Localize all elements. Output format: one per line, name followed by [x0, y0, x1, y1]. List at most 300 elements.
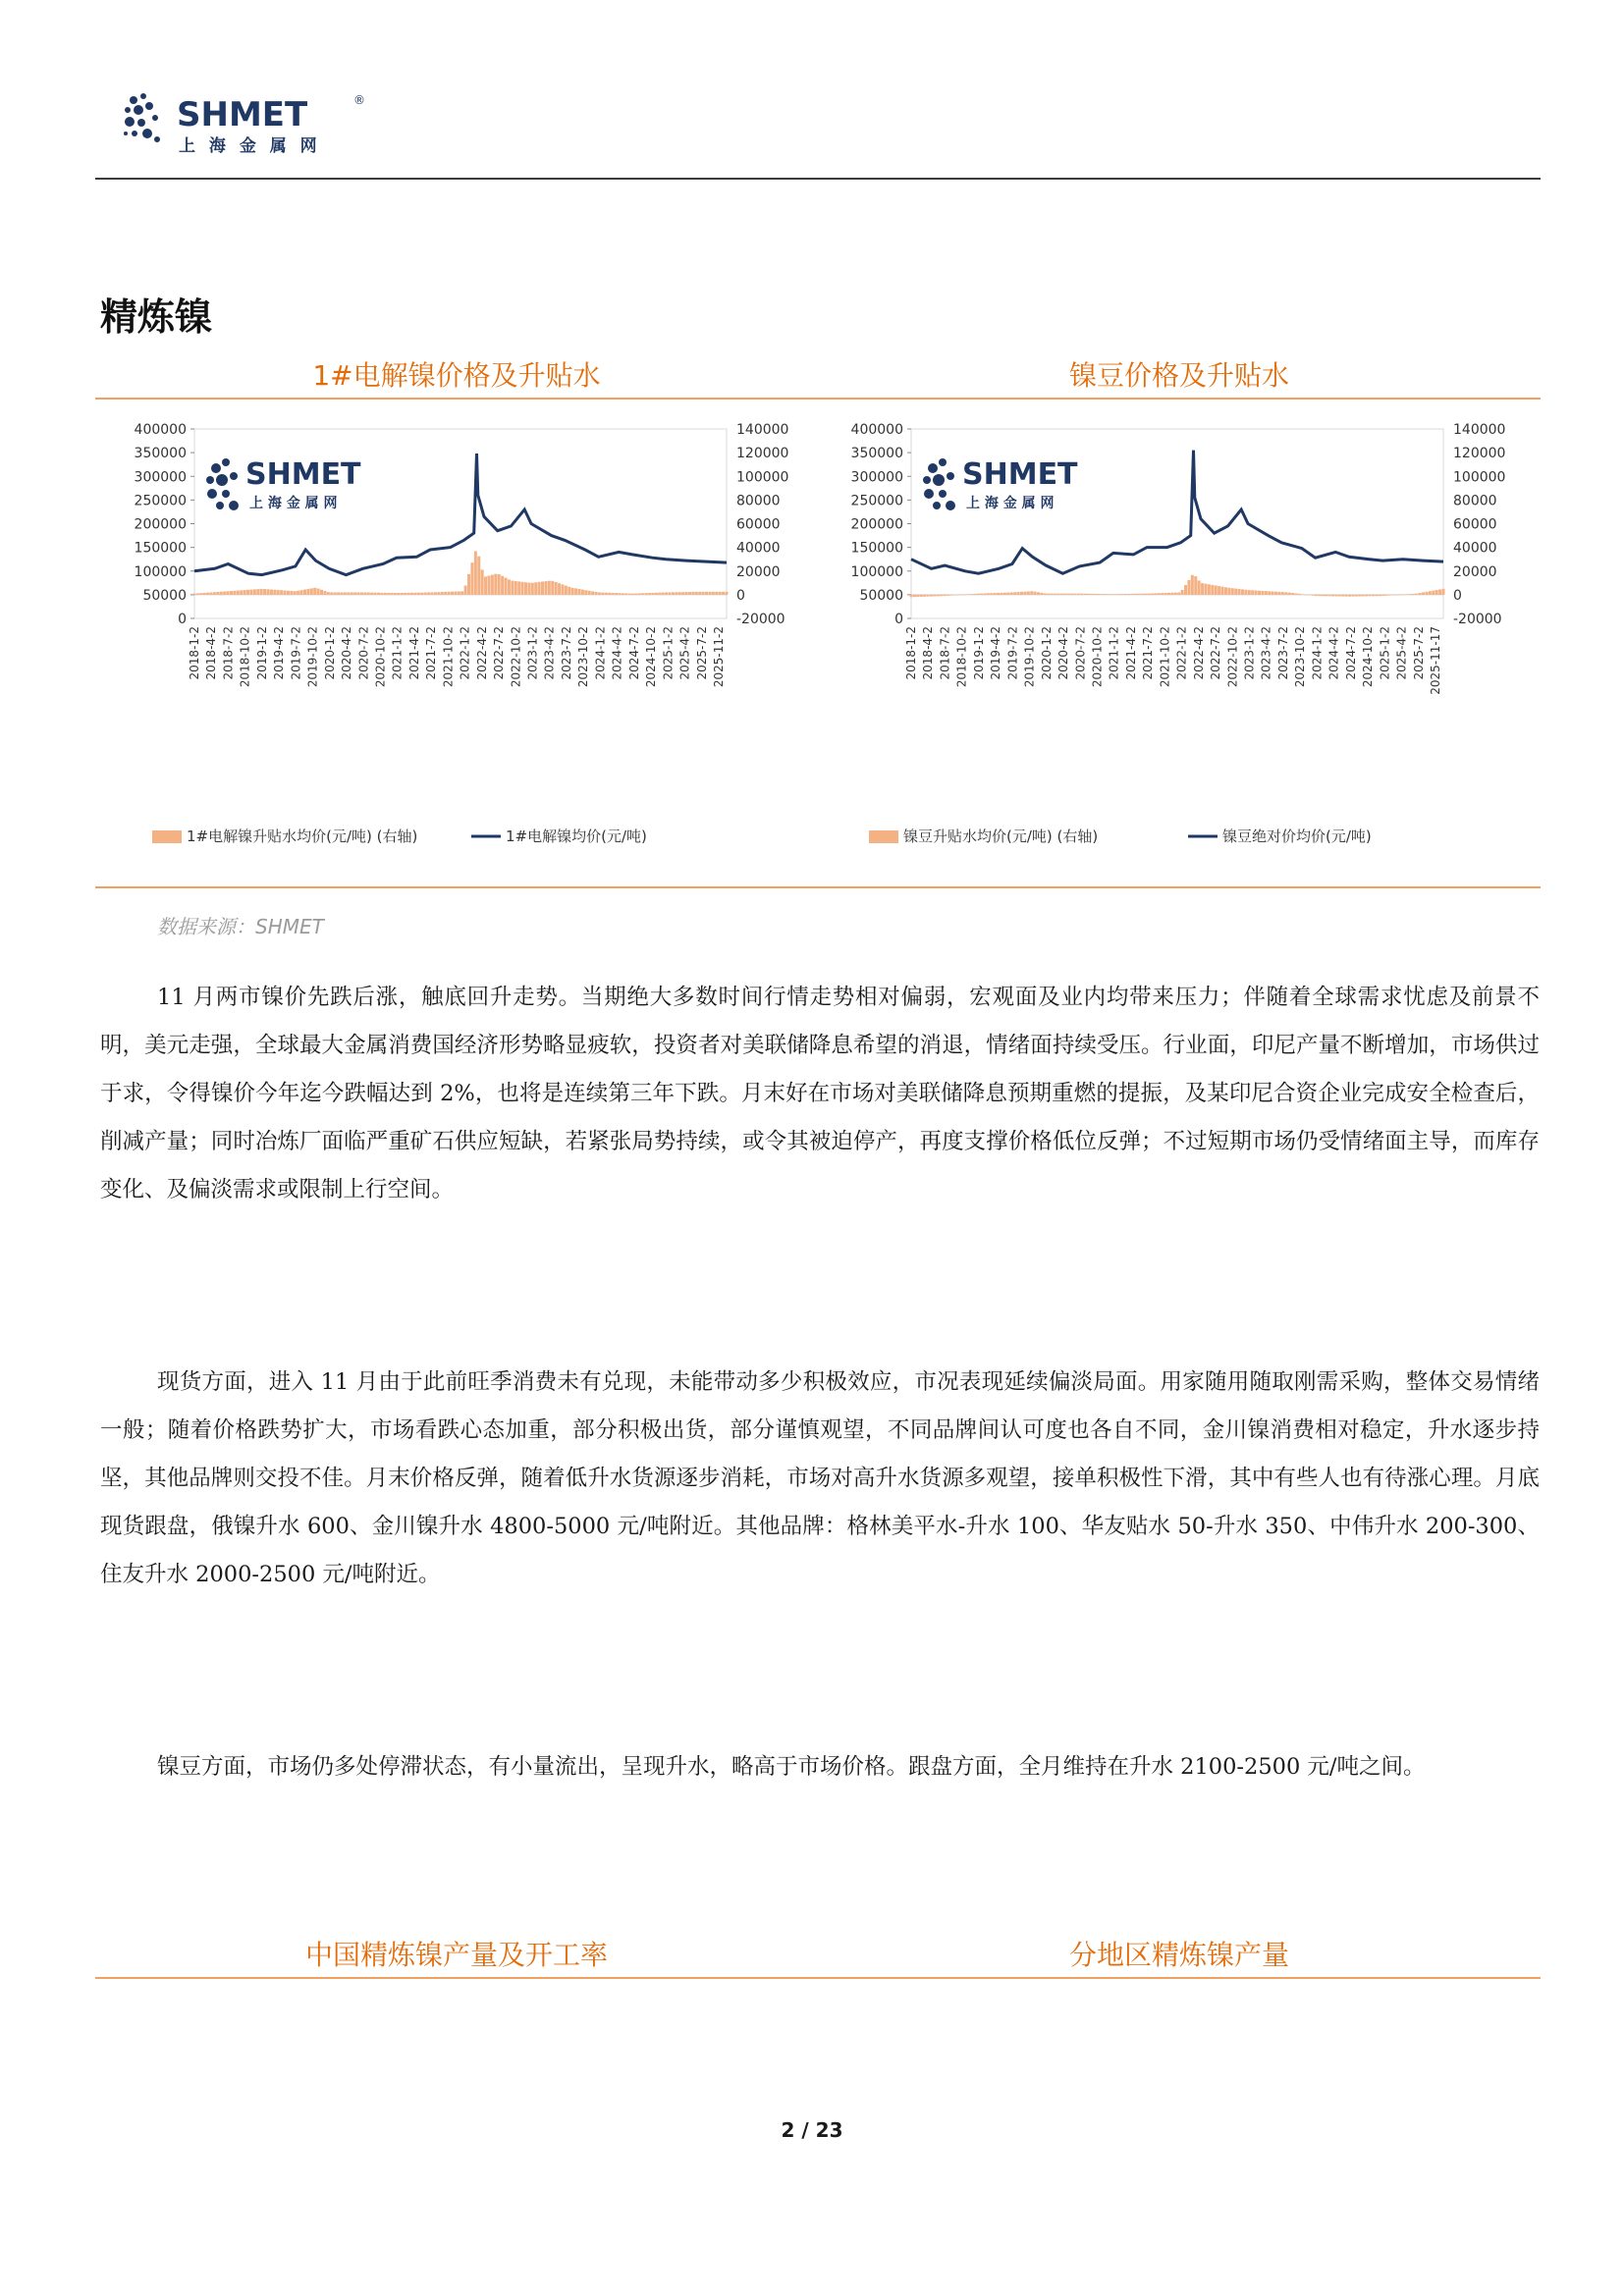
premium-bar	[605, 593, 608, 595]
premium-bar	[494, 574, 497, 595]
x-tick-label: 2020-7-2	[1073, 626, 1088, 680]
x-tick-label: 2019-7-2	[289, 626, 303, 680]
watermark-dot	[946, 501, 955, 510]
premium-bar	[622, 593, 624, 595]
x-tick-label: 2024-4-2	[1326, 626, 1341, 680]
premium-bar	[1063, 594, 1066, 595]
premium-bar	[658, 593, 661, 595]
premium-bar	[481, 569, 484, 595]
y-left-tick-label: 150000	[850, 540, 903, 557]
premium-bar	[615, 593, 618, 595]
premium-bar	[1040, 593, 1043, 595]
premium-bar	[273, 590, 276, 595]
premium-bar	[1164, 593, 1167, 595]
x-tick-label: 2021-10-2	[1158, 626, 1172, 688]
premium-bar	[584, 590, 587, 595]
premium-bar	[1251, 590, 1254, 595]
watermark-text: SHMET	[245, 457, 361, 492]
x-tick-label: 2021-1-2	[1107, 626, 1121, 680]
premium-bar	[464, 585, 467, 594]
watermark-dot	[211, 463, 221, 473]
premium-bar	[691, 592, 694, 595]
premium-bar	[910, 595, 913, 597]
x-tick-label: 2021-10-2	[441, 626, 456, 688]
premium-bar	[1148, 594, 1151, 595]
premium-bar	[708, 592, 711, 595]
premium-bar	[1234, 589, 1237, 595]
premium-bar	[223, 592, 226, 595]
y-left-tick-label: 400000	[134, 422, 187, 438]
premium-bar	[571, 588, 574, 595]
y-right-tick-label: 80000	[1453, 493, 1497, 509]
premium-bar	[983, 593, 986, 594]
premium-bar	[1170, 593, 1173, 595]
x-tick-label: 2024-10-2	[644, 626, 659, 688]
premium-bar	[527, 583, 530, 595]
premium-bar	[923, 595, 926, 597]
x-tick-label: 2018-10-2	[238, 626, 252, 688]
premium-bar	[1362, 595, 1365, 597]
x-tick-label: 2020-7-2	[356, 626, 371, 680]
premium-bar	[977, 594, 980, 595]
y-left-tick-label: 200000	[134, 516, 187, 533]
premium-bar	[953, 595, 956, 596]
y-right-tick-label: 40000	[1453, 540, 1497, 557]
premium-bar	[565, 586, 568, 595]
y-left-tick-label: 50000	[859, 587, 903, 604]
premium-bar	[1274, 592, 1277, 595]
y-left-tick-label: 200000	[850, 516, 903, 533]
premium-bar	[1077, 594, 1080, 595]
premium-bar	[1331, 595, 1334, 597]
premium-bar	[367, 593, 370, 595]
premium-bar	[1198, 580, 1201, 594]
premium-bar	[997, 593, 1000, 595]
premium-bar	[1013, 592, 1016, 595]
paragraph-nickel-beans: 镍豆方面，市场仍多处停滞状态，有小量流出，呈现升水，略高于市场价格。跟盘方面，全月维持在升水 2100-2500 元/吨之间。	[157, 1754, 1426, 1780]
premium-bar	[1218, 586, 1220, 595]
x-tick-label: 2025-1-2	[1378, 626, 1392, 680]
premium-bar	[944, 595, 947, 596]
premium-bar	[524, 582, 527, 595]
premium-bar	[1255, 591, 1258, 595]
premium-bar	[631, 594, 634, 595]
y-left-tick-label: 250000	[850, 493, 903, 509]
premium-bar	[1415, 594, 1418, 595]
premium-bar	[1161, 593, 1164, 595]
premium-bar	[956, 595, 959, 596]
x-tick-label: 2021-7-2	[424, 626, 439, 680]
premium-bar	[665, 592, 668, 594]
premium-bar	[460, 591, 463, 595]
shmet-logo	[120, 88, 365, 157]
premium-bar	[337, 592, 340, 594]
premium-bar	[1258, 591, 1261, 595]
x-tick-label: 2018-1-2	[188, 626, 201, 680]
y-left-tick-label: 300000	[134, 469, 187, 486]
premium-bar	[551, 581, 554, 595]
x-tick-label: 2021-1-2	[390, 626, 405, 680]
x-tick-label: 2022-10-2	[1225, 626, 1240, 688]
x-tick-label: 2023-4-2	[1259, 626, 1273, 680]
x-tick-label: 2022-1-2	[1174, 626, 1189, 680]
premium-bar	[203, 593, 206, 595]
premium-bar	[1351, 595, 1354, 597]
premium-bar	[484, 576, 487, 595]
x-tick-label: 2023-1-2	[525, 626, 540, 680]
premium-bar	[1084, 594, 1087, 595]
premium-bar	[548, 581, 551, 595]
premium-bar	[260, 589, 263, 595]
premium-bar	[1104, 594, 1107, 595]
watermark-dot	[939, 490, 947, 498]
x-tick-label: 2024-1-2	[1310, 626, 1325, 680]
premium-bar	[963, 595, 966, 596]
x-tick-label: 2019-4-2	[989, 626, 1003, 680]
premium-bar	[1174, 593, 1177, 595]
premium-bar	[1124, 594, 1127, 595]
premium-bar	[397, 593, 400, 595]
x-tick-label: 2018-10-2	[954, 626, 969, 688]
x-tick-label: 2023-1-2	[1242, 626, 1257, 680]
premium-bar	[1034, 592, 1037, 595]
premium-bar	[467, 574, 470, 595]
premium-bar	[287, 591, 290, 595]
premium-bar	[940, 595, 943, 596]
premium-bar	[669, 592, 672, 594]
premium-bar	[561, 584, 564, 594]
premium-bar	[313, 588, 316, 595]
premium-bar	[1391, 595, 1394, 596]
legend-swatch-premium	[869, 830, 898, 843]
legend-swatch-premium	[152, 830, 182, 843]
premium-bar	[1301, 594, 1304, 595]
premium-bar	[1295, 593, 1298, 594]
premium-bar	[360, 592, 363, 594]
premium-bar	[1158, 593, 1161, 595]
watermark-dot	[924, 489, 934, 499]
premium-bar	[722, 592, 725, 595]
premium-bar	[508, 579, 511, 595]
premium-bar	[454, 592, 457, 595]
watermark-dot	[933, 502, 941, 509]
watermark-subtitle: 上 海 金 属 网	[249, 496, 338, 511]
premium-bar	[1020, 592, 1023, 595]
premium-bar	[317, 589, 320, 595]
premium-bar	[344, 592, 347, 594]
y-right-tick-label: 0	[736, 587, 745, 604]
premium-bar	[1379, 595, 1381, 596]
premium-bar	[410, 593, 413, 595]
premium-bar	[555, 582, 558, 595]
watermark-dot	[928, 463, 938, 473]
premium-bar	[1215, 585, 1218, 594]
premium-bar	[1224, 587, 1227, 595]
x-tick-label: 2018-1-2	[904, 626, 918, 680]
data-source-note: 数据来源：SHMET	[157, 915, 324, 938]
x-tick-label: 2023-4-2	[542, 626, 557, 680]
premium-bar	[220, 592, 223, 595]
y-left-tick-label: 350000	[850, 446, 903, 462]
premium-bar	[1308, 595, 1311, 596]
premium-bar	[990, 593, 993, 595]
premium-bar	[675, 592, 677, 595]
premium-bar	[1204, 584, 1207, 595]
premium-bar	[1187, 580, 1190, 595]
x-tick-label: 2023-7-2	[559, 626, 573, 680]
premium-bar	[444, 592, 447, 595]
premium-bar	[662, 593, 665, 595]
x-tick-label: 2021-4-2	[406, 626, 421, 680]
premium-bar	[1101, 594, 1104, 595]
premium-bar	[441, 592, 444, 595]
x-tick-label: 2024-10-2	[1361, 626, 1376, 688]
premium-bar	[672, 592, 675, 595]
watermark-dot	[939, 458, 947, 466]
watermark-dot	[222, 458, 230, 466]
premium-bar	[1244, 590, 1247, 595]
premium-bar	[541, 581, 544, 594]
premium-bar	[1113, 594, 1116, 595]
premium-bar	[1067, 594, 1070, 595]
bottom-chart-rule	[95, 1977, 1541, 1979]
premium-bar	[1261, 591, 1264, 595]
logo-dots-icon	[124, 93, 160, 142]
premium-bar	[947, 595, 949, 596]
premium-bar	[624, 593, 627, 594]
premium-bar	[1201, 583, 1204, 595]
premium-bar	[244, 590, 246, 595]
premium-bar	[1194, 576, 1197, 595]
premium-bar	[277, 590, 280, 595]
premium-bar	[1395, 595, 1398, 596]
premium-bar	[1372, 595, 1375, 596]
premium-bar	[196, 593, 199, 594]
premium-bar	[1322, 595, 1325, 596]
premium-bar	[1037, 592, 1040, 595]
y-left-tick-label: 0	[178, 612, 187, 627]
premium-bar	[404, 593, 406, 595]
x-tick-label: 2025-7-2	[1411, 626, 1426, 680]
premium-bar	[641, 593, 644, 595]
premium-bar	[970, 594, 973, 595]
premium-bar	[994, 593, 997, 595]
premium-bar	[1358, 595, 1361, 597]
premium-bar	[1284, 592, 1287, 595]
premium-bar	[534, 582, 537, 595]
premium-bar	[1144, 594, 1147, 595]
premium-bar	[933, 595, 936, 597]
premium-bar	[681, 592, 684, 595]
paragraph-spot-market: 现货方面，进入 11 月由于此前旺季消费未有兑现，未能带动多少积极效应，市况表现延续偏淡局面。用家随用随取刚需采购，整体交易情绪一般；随着价格跌势扩大，市场看跌心态加重，部分积极出货，部分谨慎观望，不同品牌间认可度也各自不同，金川镍消费相对稳定，升水逐步持坚，其他品牌则交投不佳。月末价格反弹，随着低升水货源逐步消耗，市场对高升水货源多观望，接单积极性下滑，其中有些人也有待涨心理。月底现货跟盘，俄镍升水 600、金川镍升水 4800-5000 元/吨附近。其他品牌：格林美平水-升水 100、华友贴水 50-升水 350、中伟升水 200-300、住友升水 2000-2500 元/吨附近。	[100, 1369, 1540, 1587]
premium-bar	[1422, 592, 1425, 594]
watermark-dot	[933, 474, 945, 486]
premium-bar	[980, 594, 983, 595]
premium-bar	[1325, 595, 1327, 596]
premium-bar	[363, 593, 366, 595]
premium-bar	[511, 581, 514, 595]
paragraph-market-overview: 11 月两市镍价先跌后涨，触底回升走势。当期绝大多数时间行情走势相对偏弱，宏观面及业内均带来压力；伴随着全球需求忧虑及前景不明，美元走强，全球最大金属消费国经济形势略显疲软，投资者对美联储降息希望的消退，情绪面持续受压。行业面，印尼产量不断增加，市场供过于求，令得镍价今年迄今跌幅达到 2%，也将是连续第三年下跌。月末好在市场对美联储降息预期重燃的提振，及某印尼合资企业完成安全检查后，削减产量；同时冶炼厂面临严重矿石供应短缺，若紧张局势持续，或令其被迫停产，再度支撑价格低位反弹；不过短期市场仍受情绪面主导，而库存变化、及偏淡需求或限制上行空间。	[100, 985, 1540, 1202]
x-tick-label: 2020-10-2	[373, 626, 388, 688]
premium-bar	[1405, 594, 1408, 595]
premium-bar	[1334, 595, 1337, 597]
premium-bar	[927, 595, 930, 597]
premium-bar	[1080, 594, 1083, 595]
premium-bar	[685, 592, 688, 595]
premium-bar	[538, 582, 541, 595]
premium-bar	[1010, 592, 1013, 594]
premium-bar	[377, 593, 380, 595]
chart-electrolytic-nickel	[108, 417, 815, 864]
premium-bar	[1110, 594, 1113, 595]
legend-label-price: 镍豆绝对价均价(元/吨)	[1222, 828, 1372, 845]
premium-bar	[256, 589, 259, 595]
premium-bar	[1017, 592, 1020, 595]
premium-bar	[1328, 595, 1331, 596]
chart-nickel-beans	[825, 417, 1537, 864]
x-tick-label: 2020-1-2	[1039, 626, 1054, 680]
premium-bar	[1341, 595, 1344, 597]
x-tick-label: 2025-7-2	[694, 626, 709, 680]
premium-bar	[1268, 591, 1271, 595]
premium-bar	[427, 592, 430, 594]
premium-bar	[698, 592, 701, 595]
premium-bar	[1094, 594, 1097, 595]
premium-bar	[920, 595, 923, 597]
premium-bar	[1369, 595, 1372, 596]
premium-bar	[612, 593, 615, 595]
x-tick-label: 2025-11-17	[1429, 626, 1442, 695]
watermark-dot	[230, 472, 238, 480]
premium-bar	[1108, 594, 1110, 595]
premium-bar	[297, 591, 299, 595]
watermark-dot	[207, 489, 217, 499]
premium-bar	[726, 592, 729, 595]
premium-bar	[249, 590, 252, 595]
premium-bar	[1365, 595, 1368, 596]
premium-bar	[1054, 594, 1056, 595]
y-right-tick-label: 140000	[1453, 422, 1506, 438]
premium-bar	[417, 593, 420, 595]
logo-text: SHMET	[177, 95, 308, 134]
x-tick-label: 2022-4-2	[1191, 626, 1206, 680]
premium-bar	[347, 592, 350, 594]
premium-bar	[544, 581, 547, 595]
premium-bar	[327, 592, 330, 595]
watermark-dot	[947, 472, 954, 480]
legend-label-premium: 镍豆升贴水均价(元/吨) (右轴)	[903, 828, 1099, 845]
premium-bar	[501, 576, 504, 595]
premium-bar	[715, 592, 718, 595]
y-left-tick-label: 100000	[134, 563, 187, 580]
premium-bar	[628, 594, 631, 595]
premium-bar	[330, 592, 333, 594]
premium-bar	[1318, 595, 1321, 596]
premium-bar	[306, 589, 309, 595]
premium-bar	[1006, 593, 1009, 595]
premium-bar	[591, 591, 594, 594]
x-tick-label: 2020-4-2	[1056, 626, 1071, 680]
premium-bar	[387, 593, 390, 595]
premium-bar	[193, 594, 196, 595]
premium-bar	[521, 582, 524, 595]
x-tick-label: 2024-4-2	[610, 626, 624, 680]
premium-bar	[320, 590, 323, 595]
x-tick-label: 2019-1-2	[254, 626, 269, 680]
premium-bar	[1130, 594, 1133, 595]
premium-bar	[1141, 594, 1144, 595]
premium-bar	[230, 591, 233, 595]
premium-bar	[1398, 595, 1401, 596]
legend-label-price: 1#电解镍均价(元/吨)	[506, 828, 647, 845]
premium-bar	[930, 595, 933, 597]
premium-bar	[294, 591, 297, 595]
x-tick-label: 2019-10-2	[1022, 626, 1037, 688]
premium-bar	[300, 590, 303, 595]
premium-bar	[648, 593, 651, 595]
premium-bar	[688, 592, 691, 595]
watermark-dot	[222, 490, 230, 498]
premium-bar	[1127, 594, 1130, 595]
premium-bar	[1277, 592, 1280, 595]
premium-bar	[916, 595, 919, 597]
x-tick-label: 2022-1-2	[458, 626, 472, 680]
premium-bar	[1298, 594, 1301, 595]
chart-title-left: 1#电解镍价格及升贴水	[312, 359, 601, 392]
x-tick-label: 2023-10-2	[1293, 626, 1308, 688]
premium-bar	[351, 592, 353, 594]
logo-reg-mark: ®	[353, 93, 365, 107]
premium-bar	[1056, 594, 1059, 595]
y-left-tick-label: 0	[894, 612, 903, 627]
premium-bar	[1305, 595, 1308, 596]
premium-bar	[1355, 595, 1358, 597]
premium-bar	[712, 592, 715, 595]
premium-bar	[1338, 595, 1341, 597]
y-right-tick-label: 80000	[736, 493, 781, 509]
premium-bar	[618, 593, 621, 595]
x-tick-label: 2021-4-2	[1123, 626, 1138, 680]
premium-bar	[498, 574, 501, 595]
x-tick-label: 2021-7-2	[1141, 626, 1156, 680]
y-left-tick-label: 100000	[850, 563, 903, 580]
premium-bar	[1241, 589, 1244, 594]
premium-bar	[1227, 588, 1230, 595]
premium-bar	[240, 590, 243, 595]
premium-bar	[913, 595, 916, 597]
premium-bar	[487, 575, 490, 594]
premium-bar	[1265, 591, 1268, 595]
premium-bar	[227, 591, 230, 595]
premium-bar	[424, 593, 427, 595]
x-tick-label: 2025-4-2	[1394, 626, 1409, 680]
premium-bar	[574, 588, 577, 594]
premium-bar	[1181, 590, 1184, 595]
x-tick-label: 2023-7-2	[1275, 626, 1290, 680]
premium-bar	[1177, 593, 1180, 595]
x-tick-label: 2022-7-2	[1209, 626, 1223, 680]
watermark-dot	[216, 502, 224, 509]
watermark-dot	[229, 501, 239, 510]
x-tick-label: 2019-1-2	[971, 626, 986, 680]
premium-bar	[474, 551, 477, 594]
premium-bar	[391, 593, 394, 595]
y-right-tick-label: 120000	[736, 446, 789, 462]
watermark-subtitle: 上 海 金 属 网	[966, 496, 1055, 511]
premium-bar	[216, 592, 219, 595]
premium-bar	[581, 590, 584, 595]
chart-top-rule	[95, 398, 1541, 400]
